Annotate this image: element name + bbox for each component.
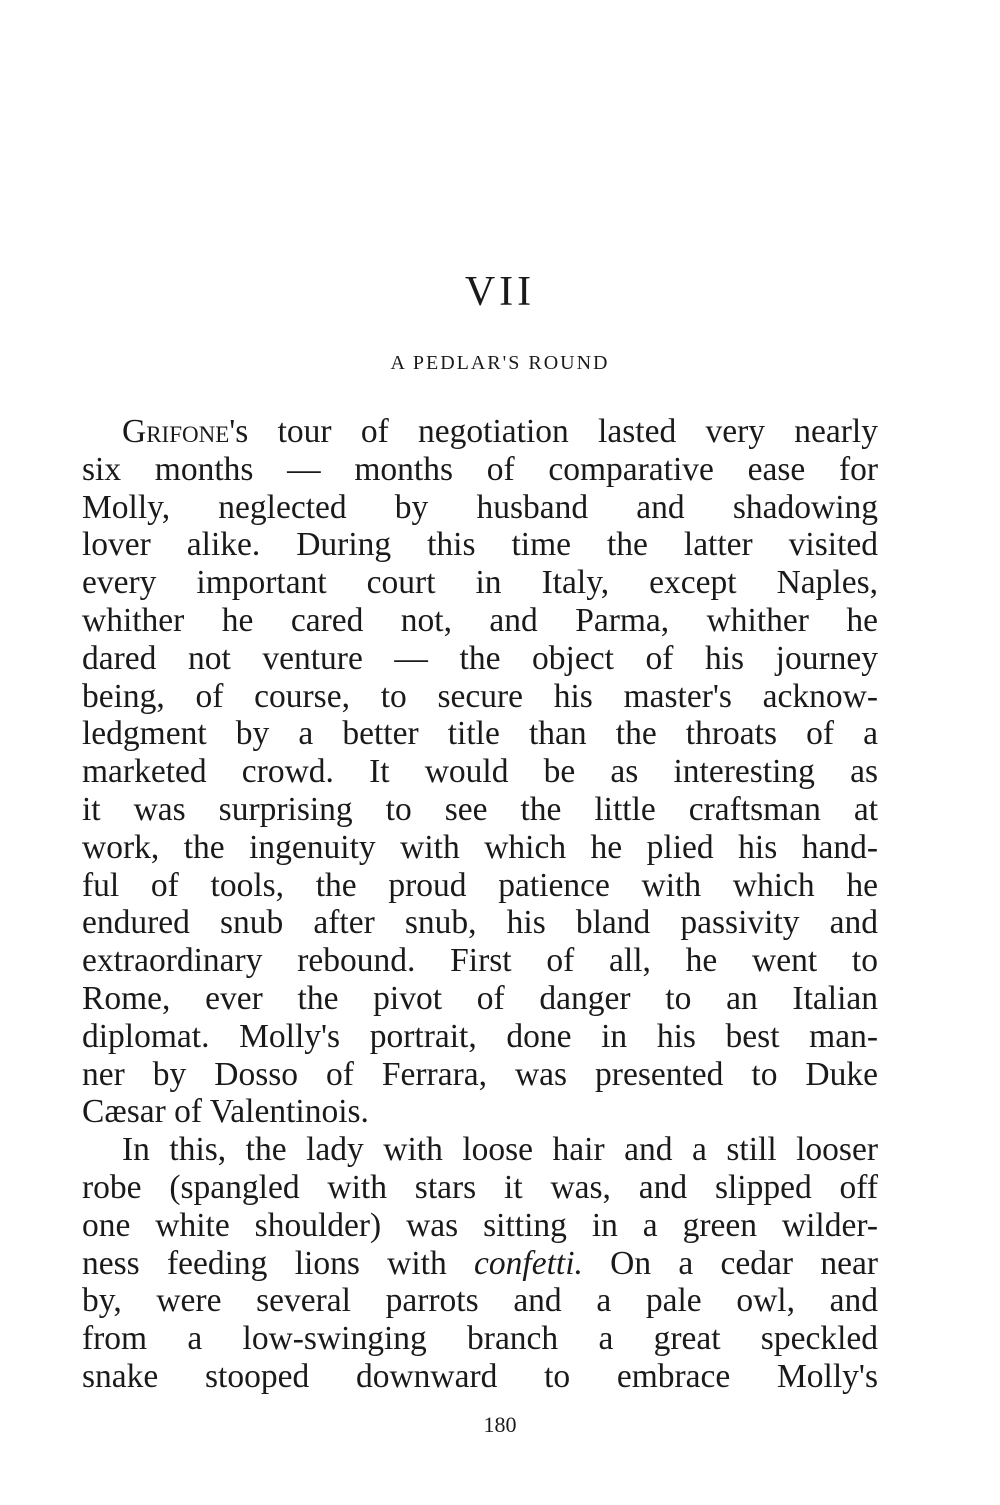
text-line: diplomat. Molly's portrait, done in his best man-	[82, 1017, 878, 1055]
text-line: endured snub after snub, his bland passivity and	[82, 904, 878, 942]
text-line: dared not venture — the object of his journey	[82, 639, 878, 677]
text-line	[82, 1245, 878, 1283]
text-line: from a low-swinging branch a great speckled	[82, 1320, 878, 1358]
text-line: Cæsar of Valentinois.	[82, 1093, 369, 1131]
text-line: six months — months of comparative ease for	[82, 450, 878, 488]
text-line: being, of course, to secure his master's acknow-	[82, 677, 878, 715]
chapter-number: VII	[464, 269, 536, 315]
text-line: lover alike. During this time the latter visited	[82, 526, 878, 564]
text-line: ful of tools, the proud patience with which he	[82, 866, 878, 904]
text-line: robe (spangled with stars it was, and slipped off	[82, 1168, 878, 1206]
text-line: it was surprising to see the little craftsman at	[82, 790, 878, 828]
italic-word: confetti.	[474, 1244, 583, 1282]
text-line: extraordinary rebound. First of all, he went to	[82, 942, 878, 980]
text-line: marketed crowd. It would be as interesting as	[82, 753, 878, 791]
text-line: ner by Dosso of Ferrara, was presented to Duke	[82, 1055, 878, 1093]
text-line: by, were several parrots and a pale owl, and	[82, 1282, 878, 1320]
text-line: whither he cared not, and Parma, whither he	[82, 601, 878, 639]
page-number: 180	[483, 1412, 517, 1437]
body-text	[82, 413, 878, 1396]
text-line: Molly, neglected by husband and shadowing	[82, 488, 878, 526]
text-line	[82, 413, 878, 451]
line-segment: On a cedar near	[582, 1244, 879, 1282]
text-line: snake stooped downward to embrace Molly's	[82, 1357, 878, 1395]
chapter-title-text: A PEDLAR'S ROUND	[390, 352, 610, 374]
text-line: every important court in Italy, except Naples,	[82, 564, 878, 602]
text-line: ledgment by a better title than the throats of a	[82, 715, 878, 753]
chapter-title	[0, 352, 1000, 375]
lead-suffix: 's tour of negotiation lasted very nearly	[229, 413, 878, 450]
lead-word: Grifone	[122, 413, 230, 450]
text-line: one white shoulder) was sitting in a green wilder-	[82, 1206, 878, 1244]
text-line: Rome, ever the pivot of danger to an Italian	[82, 979, 878, 1017]
text-line: In this, the lady with loose hair and a still looser	[122, 1131, 878, 1169]
text-line: work, the ingenuity with which he plied his hand-	[82, 828, 878, 866]
line-segment: ness feeding lions with	[82, 1244, 475, 1282]
